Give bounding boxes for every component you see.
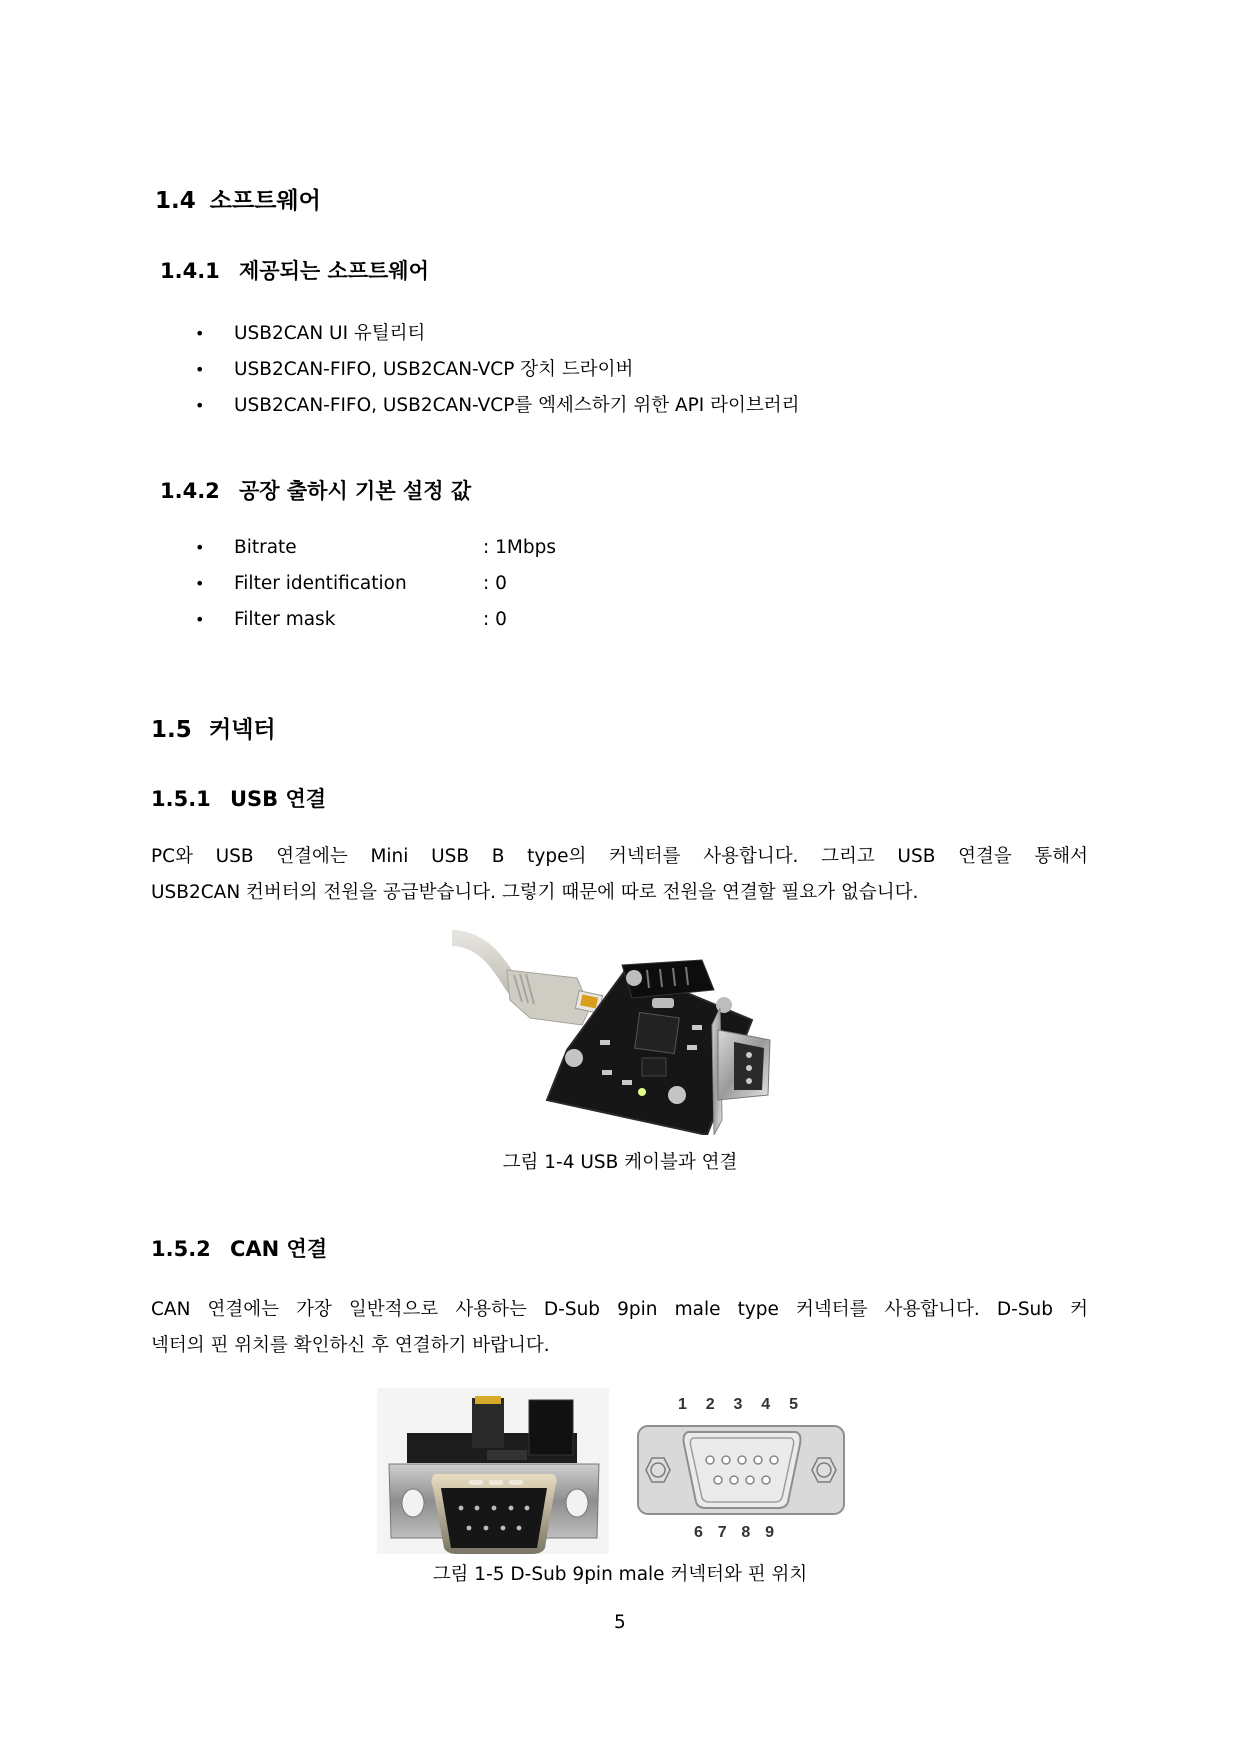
list-item-text: USB2CAN-FIFO, USB2CAN-VCP 장치 드라이버 (234, 359, 634, 380)
subsection-title: 공장 출하시 기본 설정 값 (239, 479, 472, 503)
pin-label: 8 (741, 1524, 751, 1541)
setting-value: : 0 (483, 573, 507, 594)
usb-connection-paragraph (151, 839, 1088, 911)
list-item (195, 352, 1095, 388)
pin-label: 1 (678, 1396, 687, 1413)
list-item (195, 388, 1095, 424)
pin-label: 3 (733, 1396, 743, 1413)
figure-caption-1-5: 그림 1-5 D-Sub 9pin male 커넥터와 핀 위치 (432, 1564, 808, 1585)
bullet-icon: • (195, 396, 205, 415)
pin-labels-bottom (694, 1524, 774, 1542)
subsection-number: 1.4.1 (160, 259, 220, 283)
setting-value: : 0 (483, 609, 507, 630)
default-settings-list (195, 530, 795, 638)
pin-labels-top (678, 1396, 798, 1414)
bullet-icon: • (195, 610, 205, 629)
subsection-title: USB 연결 (230, 787, 327, 811)
subsection-number: 1.5.2 (151, 1237, 211, 1261)
setting-value: : 1Mbps (483, 537, 556, 558)
subsection-title: CAN 연결 (230, 1237, 328, 1261)
bullet-icon: • (195, 360, 205, 379)
figure-dsub-pinout-diagram (630, 1392, 852, 1552)
pin-label: 9 (765, 1524, 774, 1541)
list-item-text: USB2CAN UI 유틸리티 (234, 323, 426, 344)
section-number: 1.4 (155, 188, 196, 214)
figure-dsub-photo (377, 1388, 609, 1554)
list-item-text: USB2CAN-FIFO, USB2CAN-VCP를 엑세스하기 위한 API 라이브러리 (234, 395, 800, 416)
setting-row (195, 530, 795, 566)
setting-row (195, 602, 795, 638)
subsection-number: 1.5.1 (151, 787, 211, 811)
section-heading-1-5 (151, 716, 276, 744)
bullet-icon: • (195, 324, 205, 343)
figure-usb-cable-connection (452, 930, 778, 1135)
subsection-heading-1-5-1 (151, 786, 326, 812)
pin-label: 6 (694, 1524, 703, 1541)
setting-label: Filter identification (234, 573, 407, 594)
pin-label: 5 (789, 1396, 798, 1413)
usb2can-board-photo (452, 930, 778, 1135)
subsection-heading-1-4-2 (160, 478, 471, 504)
setting-label: Filter mask (234, 609, 336, 630)
provided-software-list (195, 316, 1095, 424)
paragraph-line: USB2CAN 컨버터의 전원을 공급받습니다. 그렇기 때문에 따로 전원을 연결할 필요가 없습니다. (151, 882, 919, 903)
figure-caption-1-4: 그림 1-4 USB 케이블과 연결 (502, 1152, 738, 1173)
paragraph-line: 넥터의 핀 위치를 확인하신 후 연결하기 바랍니다. (151, 1335, 550, 1356)
section-number: 1.5 (151, 717, 192, 743)
dsub-connector-photo (377, 1388, 609, 1554)
section-title: 커넥터 (209, 717, 276, 743)
bullet-icon: • (195, 538, 205, 557)
setting-row (195, 566, 795, 602)
subsection-number: 1.4.2 (160, 479, 220, 503)
pin-label: 7 (717, 1524, 727, 1541)
bullet-icon: • (195, 574, 205, 593)
subsection-title: 제공되는 소프트웨어 (239, 259, 429, 283)
can-connection-paragraph (151, 1292, 1088, 1364)
section-title: 소프트웨어 (209, 188, 321, 214)
section-heading-1-4 (155, 187, 321, 215)
subsection-heading-1-4-1 (160, 258, 429, 284)
list-item (195, 316, 1095, 352)
pin-label: 4 (761, 1396, 771, 1413)
pin-label: 2 (705, 1396, 715, 1413)
page-number: 5 (614, 1612, 626, 1633)
paragraph-line: PC와 USB 연결에는 Mini USB B type의 커넥터를 사용합니다. 그리고 USB 연결을 통해서 (151, 846, 1088, 867)
setting-label: Bitrate (234, 537, 297, 558)
paragraph-line: CAN 연결에는 가장 일반적으로 사용하는 D-Sub 9pin male type 커넥터를 사용합니다. D-Sub 커 (151, 1299, 1088, 1320)
subsection-heading-1-5-2 (151, 1236, 327, 1262)
